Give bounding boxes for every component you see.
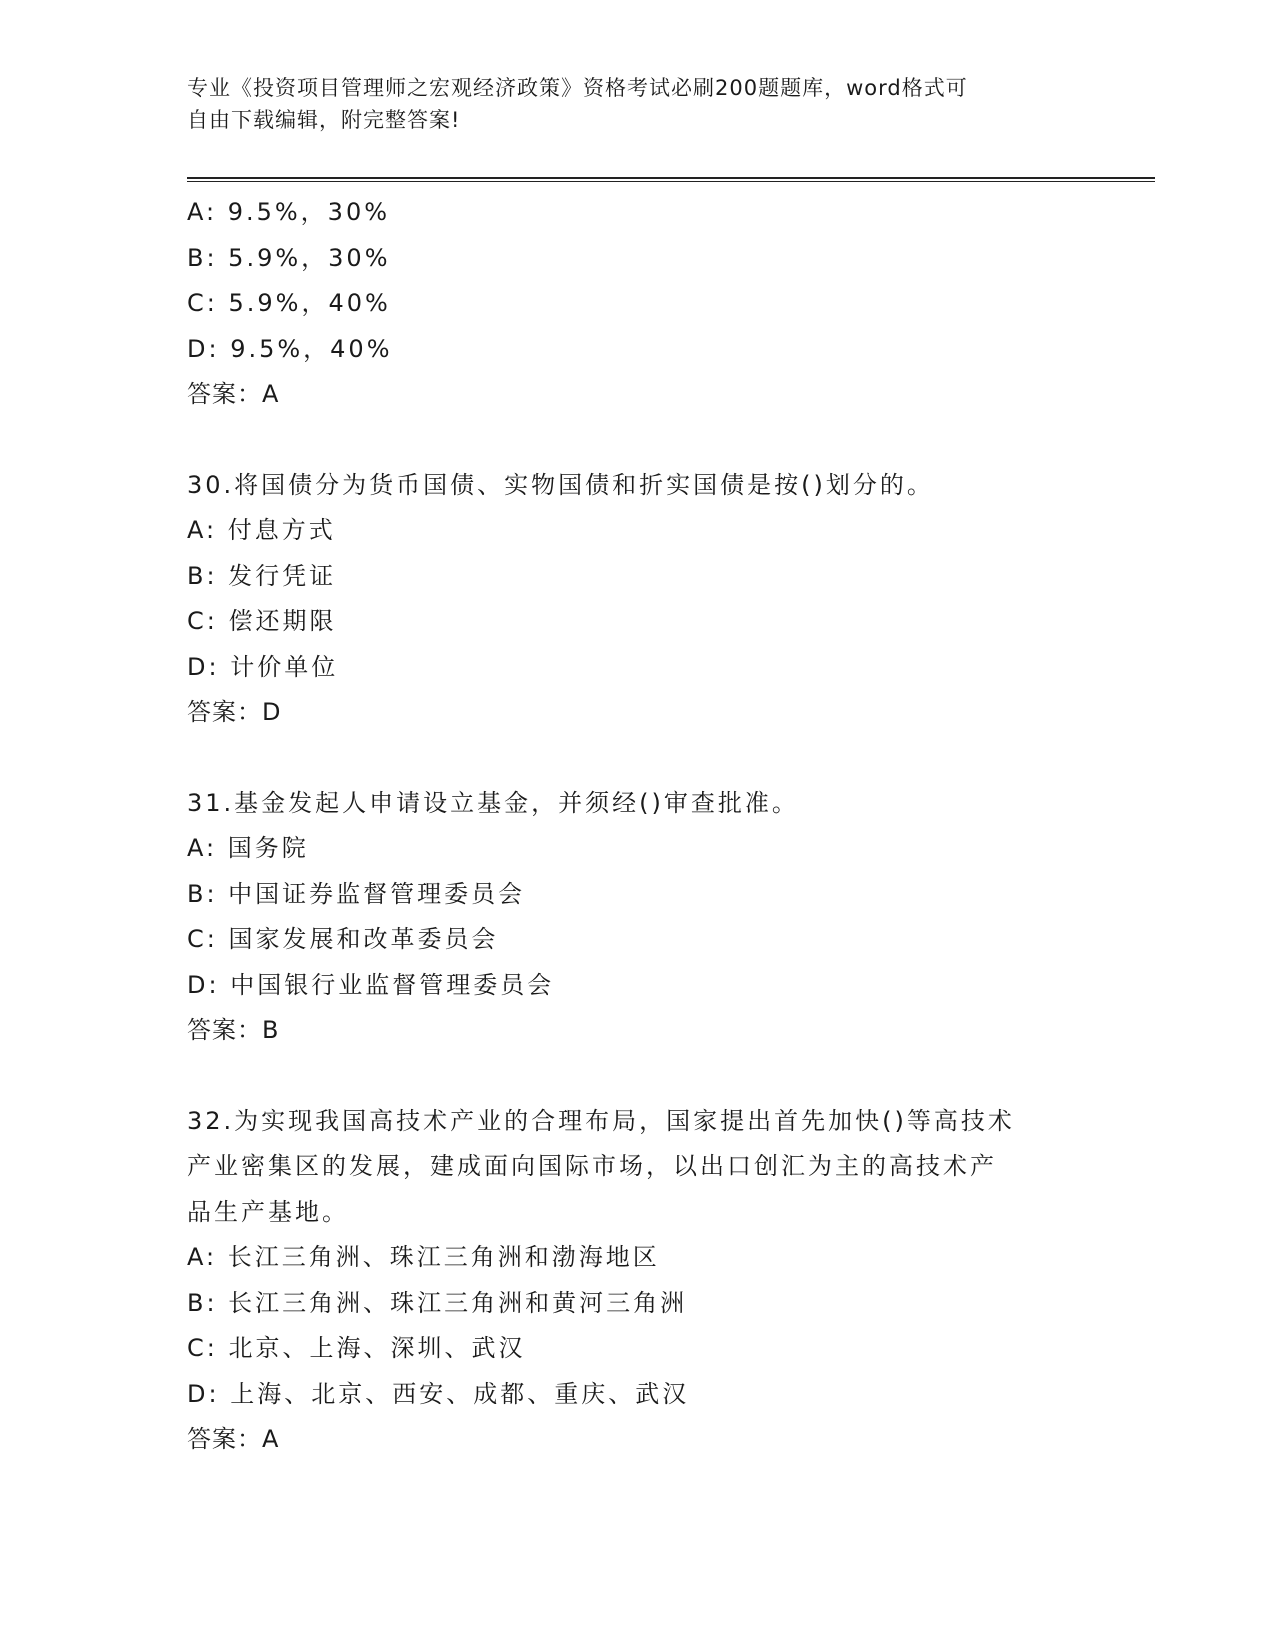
option-b: B: 发行凭证 bbox=[187, 561, 337, 590]
question-block-prev bbox=[187, 190, 1087, 418]
question-block-31 bbox=[187, 781, 1087, 1054]
header-divider bbox=[187, 177, 1155, 182]
option-c: C: 5.9%，40% bbox=[187, 289, 391, 317]
answer: 答案：D bbox=[187, 698, 282, 726]
option-a: A: 国务院 bbox=[187, 834, 309, 862]
answer: 答案：B bbox=[187, 1016, 280, 1044]
option-c: C: 北京、上海、深圳、武汉 bbox=[187, 1334, 526, 1362]
question-stem-line-1: 32.为实现我国高技术产业的合理布局，国家提出首先加快()等高技术 bbox=[187, 1106, 1015, 1135]
option-b: B: 长江三角洲、珠江三角洲和黄河三角洲 bbox=[187, 1288, 688, 1317]
option-d: D: 上海、北京、西安、成都、重庆、武汉 bbox=[187, 1379, 690, 1408]
option-d: D: 中国银行业监督管理委员会 bbox=[187, 970, 555, 999]
answer: 答案：A bbox=[187, 380, 280, 408]
answer: 答案：A bbox=[187, 1425, 280, 1453]
option-b: B: 5.9%，30% bbox=[187, 243, 391, 272]
question-stem: 30.将国债分为货币国债、实物国债和折实国债是按()划分的。 bbox=[187, 470, 934, 499]
question-stem-line-3: 品生产基地。 bbox=[187, 1197, 349, 1226]
header-line-1: 专业《投资项目管理师之宏观经济政策》资格考试必刷200题题库，word格式可 bbox=[187, 76, 968, 100]
option-b: B: 中国证券监督管理委员会 bbox=[187, 879, 526, 908]
question-stem: 31.基金发起人申请设立基金，并须经()审查批准。 bbox=[187, 788, 799, 817]
option-c: C: 偿还期限 bbox=[187, 607, 337, 635]
option-d: D: 9.5%，40% bbox=[187, 334, 393, 363]
header-line-2: 自由下载编辑，附完整答案! bbox=[187, 108, 461, 132]
question-list bbox=[187, 190, 1087, 1463]
question-block-30 bbox=[187, 463, 1087, 736]
option-a: A: 长江三角洲、珠江三角洲和渤海地区 bbox=[187, 1243, 660, 1271]
question-stem-line-2: 产业密集区的发展，建成面向国际市场，以出口创汇为主的高技术产 bbox=[187, 1152, 997, 1180]
question-block-32 bbox=[187, 1099, 1087, 1463]
document-header bbox=[187, 72, 1067, 136]
option-a: A: 付息方式 bbox=[187, 516, 336, 544]
option-a: A: 9.5%，30% bbox=[187, 198, 391, 226]
option-c: C: 国家发展和改革委员会 bbox=[187, 925, 499, 953]
option-d: D: 计价单位 bbox=[187, 652, 339, 681]
